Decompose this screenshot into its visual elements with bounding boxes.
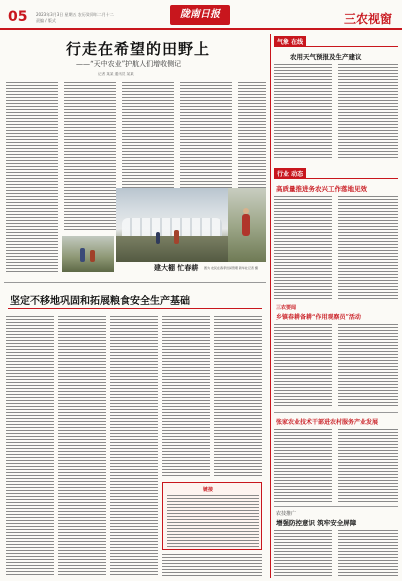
sidebar-article-1-title: 农用天气预报及生产建议 [290,53,362,61]
sidebar-article-3-col-1 [274,324,332,408]
feature-column-6 [162,554,262,576]
tag-weather-online: 气象 在线 [274,36,306,47]
tag-industry-news: 行业 动态 [274,168,306,179]
tag-rural-news: 三农要闻 [276,305,297,311]
photo-caption-2: 图为 农民在春季田间管理 新华社记者 摄 [204,266,258,270]
sidebar-article-3-col-2 [338,324,398,408]
link-box [162,482,262,550]
masthead [0,0,402,30]
feature-article [4,286,266,578]
sidebar-article-5-col-2 [338,530,398,576]
tag-rule-2 [274,178,398,179]
section-rule [4,282,266,283]
main-article-byline: 记者 某某 通讯员 某某 [98,72,134,76]
sidebar-article-4-title: 张家农业技术干部进农村服务产业发展 [276,419,379,426]
paper-logo: 陇南日报 [170,5,230,25]
sidebar-article-1-col-1 [274,64,332,160]
tag-rule-4 [274,506,398,507]
link-box-label: 链接 [203,487,214,493]
feature-column-2 [58,316,106,576]
field-photo [62,236,114,272]
main-article-column-2 [64,82,116,232]
main-article-title: 行走在希望的田野上 [66,40,211,58]
farmers-photo [228,188,266,262]
column-divider [270,34,271,578]
page-number: 05 [8,9,28,25]
masthead-rule [0,28,402,30]
feature-column-3 [110,316,158,576]
feature-title: 坚定不移地巩固和拓展粮食安全生产基础 [10,296,190,307]
date-line: 2023年3月3日 星期五 农历癸卯年二月十二 [36,12,114,17]
main-article [4,34,266,274]
tag-rule-3 [274,412,398,413]
sidebar-article-2-col-2 [338,196,398,300]
tag-agri-tech: 农技推广 [276,511,297,517]
editor-line: 责编 / 版式 [36,18,56,23]
main-article-column-1 [6,82,58,272]
sidebar-article-1-col-2 [338,64,398,160]
sidebar-article-2-title: 高质量推进务农兴工作落地见效 [276,185,367,193]
feature-column-4 [162,316,210,476]
greenhouse-photo [116,188,228,262]
sidebar-article-2-col-1 [274,196,332,300]
feature-title-rule [8,308,262,309]
feature-column-5 [214,316,262,476]
sidebar-article-3-title: 乡镇春耕备耕“作用观察员”活动 [276,314,361,321]
section-name: 三农视窗 [343,12,392,26]
main-article-subtitle: ——“天中农业”护航人们增收侧记 [76,60,182,68]
link-box-text [167,495,259,547]
main-article-column-5 [238,82,266,192]
sidebar-article-4-col-1 [274,429,332,503]
sidebar [274,34,398,578]
sidebar-article-5-col-1 [274,530,332,576]
sidebar-article-5-title: 增强防控意识 筑牢安全屏障 [276,519,357,527]
photo-caption-1: 建大棚 忙春耕 [154,263,199,272]
sidebar-article-4-col-2 [338,429,398,503]
tag-rule-1 [274,46,398,47]
feature-column-1 [6,316,54,576]
